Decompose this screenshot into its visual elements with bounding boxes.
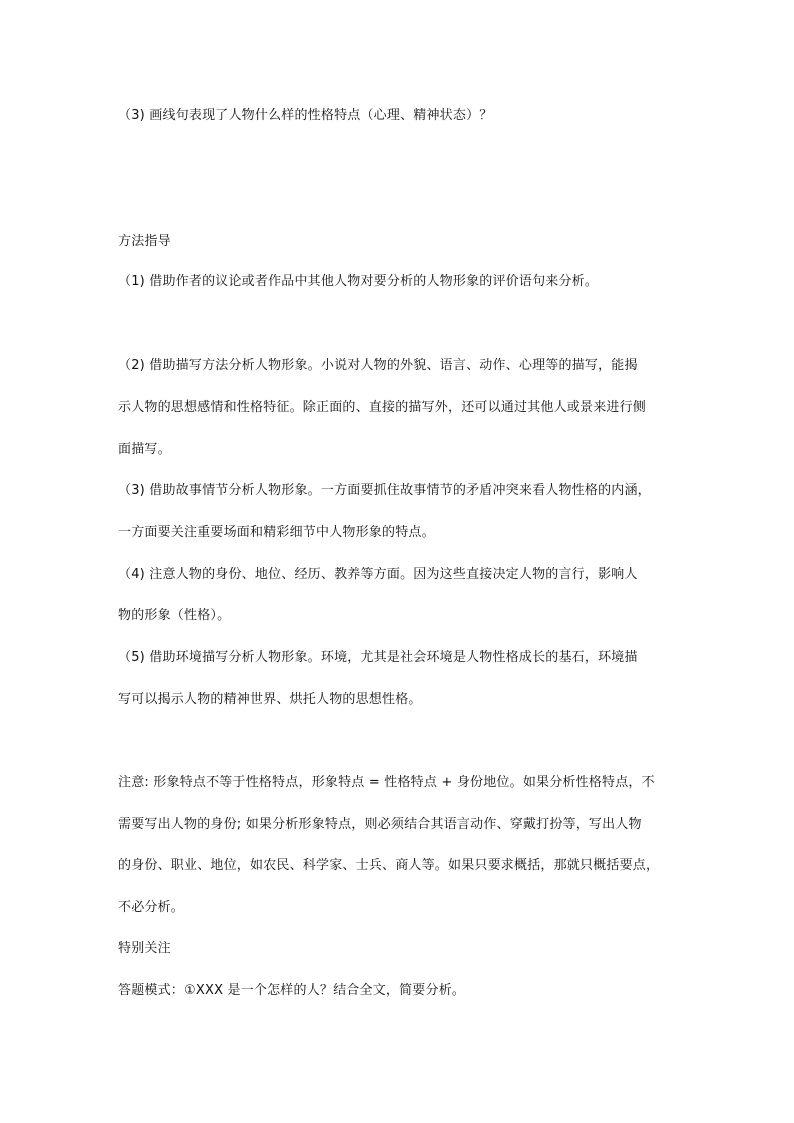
method-1: （1) 借助作者的议论或者作品中其他人物对要分析的人物形象的评价语句来分析。	[118, 274, 599, 289]
note-line-2: 需要写出人物的身份; 如果分析形象特点，则必须结合其语言动作、穿戴打扮等，写出人物	[118, 817, 642, 832]
method-title: 方法指导	[118, 234, 171, 249]
method-3-line-2: 一方面要关注重要场面和精彩细节中人物形象的特点。	[118, 525, 435, 540]
answer-mode: 答题模式：①XXX 是一个怎样的人？结合全文，简要分析。	[118, 983, 466, 998]
method-4-line-1: （4) 注意人物的身份、地位、经历、教养等方面。因为这些直接决定人物的言行，影响人	[118, 567, 638, 582]
method-5-line-1: （5) 借助环境描写分析人物形象。环境，尤其是社会环境是人物性格成长的基石，环境描	[118, 650, 638, 665]
method-4-line-2: 物的形象（性格）。	[118, 608, 231, 623]
note-line-3: 的身份、职业、地位，如农民、科学家、士兵、商人等。如果只要求概括，那就只概括要点，	[118, 858, 660, 873]
method-2-line-3: 面描写。	[118, 442, 171, 457]
method-2-line-2: 示人物的思想感情和性格特征。除正面的、直接的描写外，还可以通过其他人或景来进行侧	[118, 400, 647, 415]
question-3: （3) 画线句表现了人物什么样的性格特点（心理、精神状态）？	[118, 108, 493, 123]
method-2-line-1: （2) 借助描写方法分析人物形象。小说对人物的外貌、语言、动作、心理等的描写，能揭	[118, 358, 638, 373]
note-line-4: 不必分析。	[118, 900, 185, 915]
method-3-line-1: （3) 借助故事情节分析人物形象。一方面要抓住故事情节的矛盾冲突来看人物性格的内涵，	[118, 483, 651, 498]
special-title: 特别关注	[118, 941, 171, 956]
note-line-1: 注意: 形象特点不等于性格特点，形象特点 = 性格特点 + 身份地位。如果分析性格特点，不	[118, 775, 655, 790]
method-5-line-2: 写可以揭示人物的精神世界、烘托人物的思想性格。	[118, 692, 422, 707]
